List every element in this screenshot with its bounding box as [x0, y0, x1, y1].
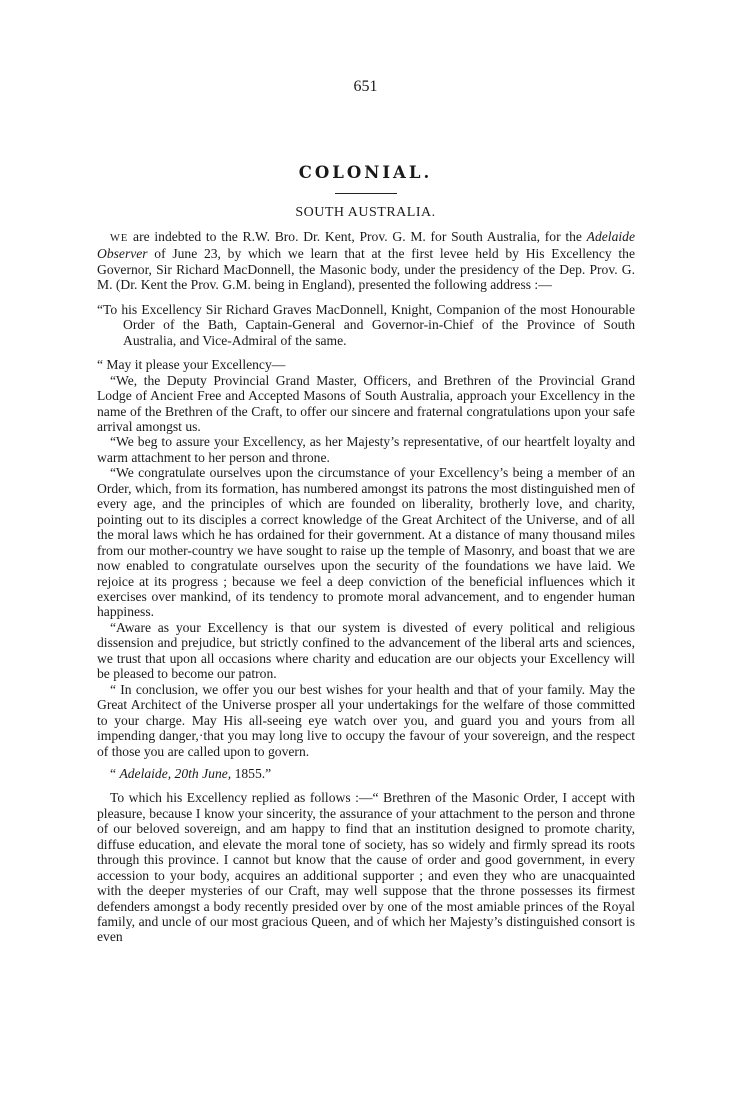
- title-rule: [335, 193, 397, 194]
- dropcap: WE: [110, 233, 129, 244]
- dateline-place-date: Adelaide, 20th June,: [119, 765, 232, 781]
- intro-text-1: are indebted to the R.W. Bro. Dr. Kent, Prov. G. M. for South Australia, for the: [128, 229, 587, 244]
- dateline-open: “: [110, 765, 120, 781]
- intro-publication: Adelaide Observer: [97, 229, 635, 262]
- reply-paragraph: To which his Excellency replied as follows :—“ Brethren of the Masonic Order, I accept with pleasure, because I know your sincerity, the assurance of your attachment to the person and throne of our beloved sovereign, and am happy to find that an institution designed to promote charity, diffuse education, and elevate the moral tone of society, has so widely and firmly spread its roots through this province. I cannot but know that the cause of order and good government, in every accession to your body, acquires an additional supporter ; and even they who are unacquainted with the deeper mysteries of our Craft, may well suppose that the throne possesses its firmest defenders amongst a body recently presided over by one of the most amiable princes of the Royal family, and uncle of our most gracious Queen, and of which her Majesty’s distinguished consort is even: [97, 790, 635, 945]
- subhead: SOUTH AUSTRALIA.: [295, 205, 436, 220]
- salutation: “ May it please your Excellency—: [97, 357, 286, 373]
- dateline: [97, 766, 635, 781]
- address-paragraph: “ In conclusion, we offer you our best wishes for your health and that of your family. May the Great Architect of the Universe prosper all your undertakings for the welfare of those committed to your charge. May His all-seeing eye watch over you, and guard you and yours from all impending danger,·that you may long live to occupy the favour of your sovereign, and the respect of those you are called upon to govern.: [97, 681, 635, 759]
- page-number: 651: [353, 78, 378, 95]
- address-paragraph: “We congratulate ourselves upon the circumstance of your Excellency’s being a member of an Order, which, from its formation, has numbered amongst its patrons the most distinguished men of every age, and the principles of which are founded on liberality, brotherly love, and charity, pointing out to its disciples a correct knowledge of the Great Architect of the Universe, and of all the moral laws which he has ordained for their government. At a distance of many thousand miles from our mother-country we have sought to raise up the temple of Masonry, and boast that we are now enabled to congratulate ourselves upon the security of the foundations we have laid. We rejoice at its progress ; because we feel a deep conviction of the beneficial influences which it exercises over mankind, of its tendency to promote moral advancement, and to engender human happiness.: [97, 465, 635, 620]
- address-paragraph: “We, the Deputy Provincial Grand Master, Officers, and Brethren of the Provincial Grand Lodge of Ancient Free and Accepted Masons of South Australia, approach your Excellency in the name of the Brethren of the Craft, to offer our sincere and fraternal congratulations upon your safe arrival amongst us.: [97, 372, 635, 434]
- section-title: COLONIAL.: [298, 163, 433, 182]
- intro-paragraph: [97, 229, 635, 293]
- intro-text-2: of June 23, by which we learn that at the first levee held by His Excellency the Governor, Sir Richard MacDonnell, the Masonic body, under the presidency of the Dep. Prov. G. M. (Dr. Kent the Prov. G.M. being in England), presented the following address :—: [97, 246, 635, 293]
- dateline-year: 1855.”: [231, 765, 272, 781]
- article-body: [97, 229, 635, 945]
- address-heading: “To his Excellency Sir Richard Graves MacDonnell, Knight, Companion of the most Honourable Order of the Bath, Captain-General and Governor-in-Chief of the Province of South Australia, and Vice-Admiral of the same.: [97, 301, 635, 348]
- address-paragraph: “Aware as your Excellency is that our system is divested of every political and religious dissension and prejudice, but strictly confined to the advancement of the liberal arts and sciences, we trust that upon all occasions where charity and education are our objects your Excellency will be pleased to become our patron.: [97, 619, 635, 682]
- address-paragraph: “We beg to assure your Excellency, as her Majesty’s representative, of our heartfelt loyalty and warm attachment to her person and throne.: [97, 434, 635, 465]
